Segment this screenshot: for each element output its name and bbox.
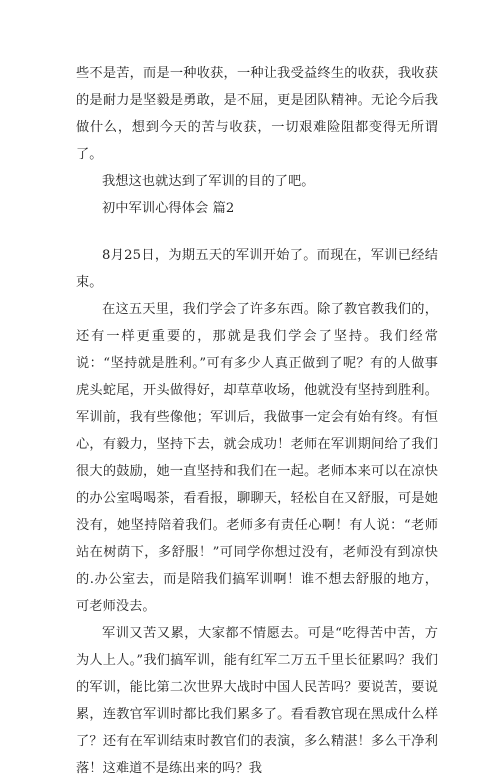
paragraph-1: 些不是苦，而是一种收获，一种让我受益终生的收获，我收获的是耐力是坚毅是勇敢，是不屈，更是团队精神。无论今后我做什么，想到今天的苦与收获，一切艰难险阻都变得无所谓了。 — [76, 66, 438, 162]
paragraph-2: 我想这也就达到了军训的目的了吧。 — [102, 174, 315, 189]
paragraph-4: 在这五天里，我们学会了许多东西。除了教官教我们的，还有一样更重要的，那就是我们学会了坚持。我们经常说：“坚持就是胜利。”可有多少人真正做到了呢？有的人做事虎头蛇尾，开头做得好，却草草收场，他就没有坚持到胜利。军训前，我有些像他；军训后，我做事一定会有始有终。有恒心，有毅力，坚持下去，就会成功！老师在军训期间给了我们很大的鼓励，她一直坚持和我们在一起。老师本来可以在凉快的办公室喝喝茶，看看报，聊聊天，轻松自在又舒服，可是她没有，她坚持陪着我们。老师多有责任心啊！有人说：“老师站在树荫下，多舒服！”可同学你想过没有，老师没有到凉快的.办公室去，而是陪我们搞军训啊！谁不想去舒服的地方，可老师没去。 — [76, 302, 438, 614]
section-heading: 初中军训心得体会 篇2 — [102, 201, 235, 216]
paragraph-5: 军训又苦又累，大家都不情愿去。可是“吃得苦中苦，方为人上人。”我们搞军训，能有红军二万五千里长征累吗？我们的军训，能比第二次世界大战时中国人民苦吗？要说苦，要说累，连教官军训时都比我们累多了。看看教官现在黑成什么样了？还有在军训结束时教官们的表演，多么精湛！多么干净利落！这难道不是练出来的吗？我 — [76, 626, 438, 776]
document-body — [76, 60, 438, 782]
paragraph-3: 8月25日，为期五天的军训开始了。而现在，军训已经结束。 — [76, 248, 438, 290]
